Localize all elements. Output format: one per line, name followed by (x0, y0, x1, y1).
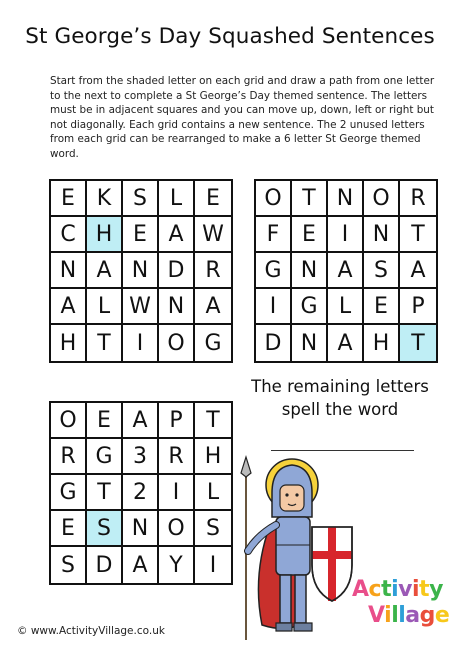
grid-cell: L (328, 289, 364, 325)
logo-letter: e (434, 603, 450, 628)
grid-cell: O (364, 181, 400, 217)
grid-cell: E (87, 403, 123, 439)
logo-letter: c (368, 577, 382, 602)
grid-cell-start: H (87, 217, 123, 253)
grid-cell: A (195, 289, 231, 325)
grid-cell: D (159, 253, 195, 289)
grid-cell: A (400, 253, 436, 289)
grid-cell-start: S (87, 511, 123, 547)
grid-cell: G (51, 475, 87, 511)
grid-cell: E (51, 181, 87, 217)
grid-cell: D (256, 325, 292, 361)
grid-cell: E (364, 289, 400, 325)
grid-cell: O (51, 403, 87, 439)
grid-cell: A (159, 217, 195, 253)
logo-letter: i (384, 603, 392, 628)
answer-label (240, 375, 440, 421)
grid-cell: I (328, 217, 364, 253)
instructions-line: from each grid can be rearranged to make a 6 letter St George themed (50, 133, 421, 146)
grid-cell: T (195, 403, 231, 439)
logo-line-1 (352, 577, 443, 602)
letter-grid-3 (49, 401, 233, 585)
grid-cell: H (195, 439, 231, 475)
saint-george-knight-illustration (232, 455, 362, 645)
grid-cell: G (87, 439, 123, 475)
grid-cell: N (159, 289, 195, 325)
grid-cell: O (256, 181, 292, 217)
grid-cell: R (400, 181, 436, 217)
grid-cell: I (256, 289, 292, 325)
grid-cell: E (123, 217, 159, 253)
grid-cell: T (292, 181, 328, 217)
grid-cell: N (51, 253, 87, 289)
grid-cell: R (51, 439, 87, 475)
grid-cell: L (195, 475, 231, 511)
grid-cell: G (204, 330, 222, 356)
logo-letter: l (391, 603, 399, 628)
logo-letter: v (398, 577, 412, 602)
grid-cell: T (87, 475, 123, 511)
logo-line-2 (368, 603, 449, 628)
grid-cell: N (123, 511, 159, 547)
copyright-text: © www.ActivityVillage.co.uk (17, 625, 165, 637)
logo-letter: g (419, 603, 435, 628)
grid-cell: D (87, 547, 123, 583)
grid-cell: I (123, 325, 159, 361)
grid-cell: H (364, 325, 400, 361)
logo-letter: i (412, 577, 420, 602)
grid-cell: R (195, 253, 231, 289)
logo-letter: A (352, 577, 369, 602)
instructions-line: word. (50, 147, 79, 160)
instructions (50, 74, 435, 162)
grid-cell: 3 (123, 439, 159, 475)
instructions-line: not diagonally. Each grid contains a new sentence. The 2 unused letters (50, 118, 425, 131)
grid-cell: Y (159, 547, 195, 583)
grid-cell: W (123, 289, 159, 325)
grid-cell: T (87, 325, 123, 361)
grid-cell: C (51, 217, 87, 253)
grid-cell: A (328, 253, 364, 289)
grid-cell: P (159, 403, 195, 439)
grid-cell: A (328, 325, 364, 361)
grid-cell: 2 (123, 475, 159, 511)
letter-grid-1 (49, 179, 233, 363)
instructions-line: Start from the shaded letter on each grid and draw a path from one letter (50, 75, 435, 87)
grid-cell: N (292, 325, 328, 361)
activity-village-logo (352, 575, 452, 645)
grid-cell: T (400, 217, 436, 253)
page-title: St George’s Day Squashed Sentences (25, 24, 435, 49)
grid-cell: S (51, 547, 87, 583)
grid-cell: P (400, 289, 436, 325)
grid-cell: F (256, 217, 292, 253)
grid-cell: L (159, 181, 195, 217)
letter-grid-2 (254, 179, 438, 363)
logo-letter: y (429, 577, 443, 602)
grid-cell: O (159, 325, 195, 361)
logo-letter: a (405, 603, 420, 628)
grid-cell: O (159, 511, 195, 547)
grid-cell: R (159, 439, 195, 475)
logo-letter: t (419, 577, 430, 602)
grid-cell: S (364, 253, 400, 289)
answer-blank-line (271, 450, 414, 451)
grid-cell: N (292, 253, 328, 289)
logo-letter: V (368, 603, 385, 628)
logo-letter: t (381, 577, 392, 602)
grid-cell: A (123, 403, 159, 439)
grid-cell: G (292, 289, 328, 325)
answer-label-line: The remaining letters (251, 377, 429, 396)
instructions-line: must be in adjacent squares and you can move up, down, left or right but (50, 104, 434, 117)
grid-cell: E (51, 511, 87, 547)
grid-cell: N (364, 217, 400, 253)
grid-cell: W (195, 217, 231, 253)
logo-letter: i (391, 577, 399, 602)
grid-cell: A (51, 289, 87, 325)
grid-cell: A (123, 547, 159, 583)
grid-cell: G (256, 253, 292, 289)
grid-cell: S (195, 511, 231, 547)
grid-cell: S (123, 181, 159, 217)
grid-cell: E (292, 217, 328, 253)
answer-label-line: spell the word (281, 400, 399, 419)
grid-cell: H (51, 325, 87, 361)
grid-cell: I (209, 552, 217, 578)
grid-cell: I (159, 475, 195, 511)
grid-cell: N (123, 253, 159, 289)
grid-cell-start: T (400, 325, 436, 361)
grid-cell: L (87, 289, 123, 325)
grid-cell: A (87, 253, 123, 289)
grid-cell: K (87, 181, 123, 217)
instructions-line: to the next to complete a St George’s Day themed sentence. The letters (50, 89, 428, 102)
logo-letter: l (398, 603, 406, 628)
grid-cell: E (195, 181, 231, 217)
grid-cell: N (328, 181, 364, 217)
